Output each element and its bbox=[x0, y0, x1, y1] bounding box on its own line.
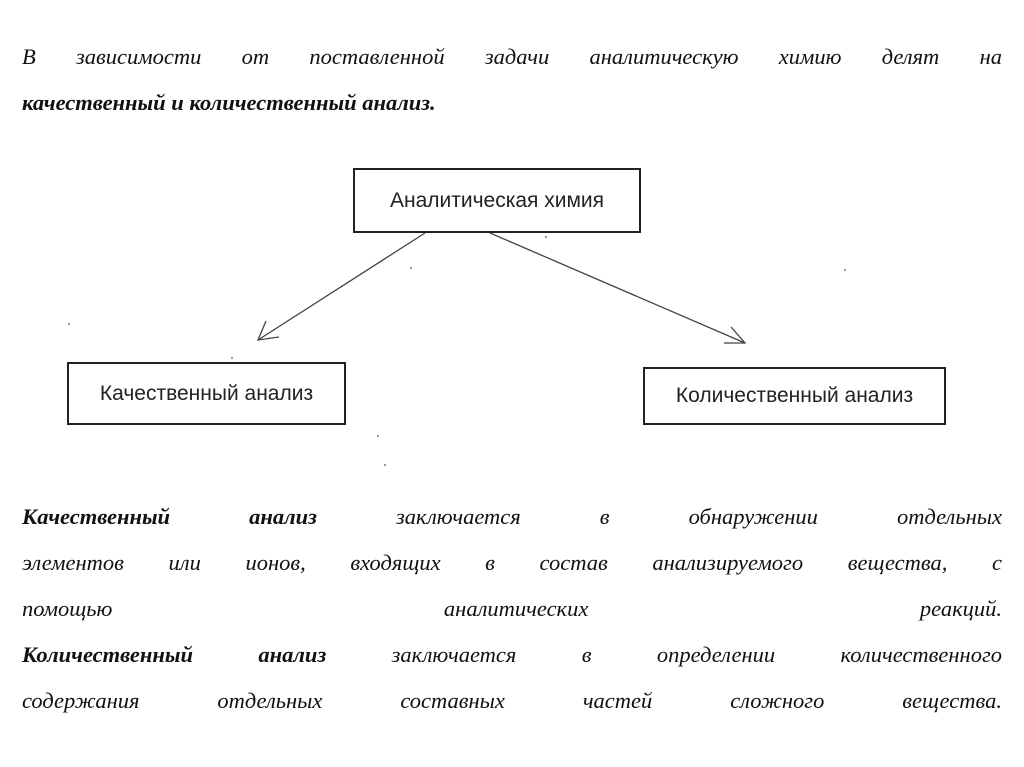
scan-dot bbox=[377, 435, 379, 437]
description-word: вещества. bbox=[902, 688, 1002, 713]
description-word: помощью bbox=[22, 596, 113, 621]
description-word: входящих bbox=[350, 550, 441, 575]
description-bold-word: анализ bbox=[249, 504, 317, 529]
description-word: состав bbox=[539, 550, 608, 575]
intro-word: делят bbox=[881, 44, 940, 69]
root-box-label: Аналитическая химия bbox=[389, 188, 605, 212]
intro-line-1 bbox=[22, 34, 1002, 80]
intro-paragraph bbox=[22, 34, 1002, 126]
intro-line-2 bbox=[22, 80, 1002, 126]
description-word: анализируемого bbox=[652, 550, 804, 575]
quantitative-box-label: Количественный анализ bbox=[675, 384, 914, 407]
description-word: в bbox=[485, 550, 495, 575]
intro-word: на bbox=[979, 44, 1002, 69]
intro-bold-phrase: качественный и количественный анализ. bbox=[22, 90, 436, 115]
description-bold-word: анализ bbox=[258, 642, 327, 667]
description-paragraph bbox=[22, 494, 1002, 724]
description-word: частей bbox=[582, 688, 653, 713]
description-bold-word: Качественный bbox=[22, 504, 171, 529]
description-word: с bbox=[992, 550, 1002, 575]
description-line bbox=[22, 678, 1002, 724]
arrowhead-quantitative bbox=[724, 327, 745, 343]
description-word: составных bbox=[400, 688, 505, 713]
intro-word: химию bbox=[778, 44, 842, 69]
description-word: сложного bbox=[730, 688, 825, 713]
description-word: аналитических bbox=[443, 596, 589, 621]
description-word: в bbox=[599, 504, 610, 529]
description-word: отдельных bbox=[896, 504, 1002, 529]
arrow-to-qualitative bbox=[258, 233, 425, 340]
description-word: реакций. bbox=[919, 596, 1002, 621]
description-line bbox=[22, 632, 1002, 678]
intro-word: задачи bbox=[484, 44, 550, 69]
description-word: ионов, bbox=[245, 550, 306, 575]
scan-dot bbox=[68, 323, 70, 325]
description-word: отдельных bbox=[217, 688, 323, 713]
qualitative-box-label: Качественный анализ bbox=[99, 381, 314, 405]
scan-dot bbox=[545, 236, 547, 238]
root-box bbox=[353, 168, 641, 233]
description-line bbox=[22, 540, 1002, 586]
description-word: обнаружении bbox=[688, 504, 818, 529]
description-word: в bbox=[581, 642, 592, 667]
scan-dot bbox=[844, 269, 846, 271]
intro-word: поставленной bbox=[309, 44, 445, 69]
qualitative-analysis-box bbox=[67, 362, 346, 425]
description-word: или bbox=[168, 550, 201, 575]
description-word: определении bbox=[656, 642, 776, 667]
quantitative-analysis-box bbox=[643, 367, 946, 425]
intro-word: аналитическую bbox=[589, 44, 739, 69]
description-word: количественного bbox=[840, 642, 1002, 667]
description-word: заключается bbox=[391, 642, 517, 667]
arrow-to-quantitative bbox=[490, 233, 745, 343]
description-line bbox=[22, 586, 1002, 632]
description-word: вещества, bbox=[847, 550, 948, 575]
scan-dot bbox=[231, 357, 233, 359]
description-word: заключается bbox=[395, 504, 521, 529]
intro-word: зависимости bbox=[76, 44, 202, 69]
intro-word: В bbox=[22, 44, 36, 69]
scan-dot bbox=[410, 267, 412, 269]
scan-dot bbox=[384, 464, 386, 466]
description-bold-word: Количественный bbox=[22, 642, 194, 667]
description-line bbox=[22, 494, 1002, 540]
intro-word: от bbox=[241, 44, 270, 69]
description-word: элементов bbox=[22, 550, 124, 575]
description-word: содержания bbox=[22, 688, 140, 713]
arrowhead-qualitative bbox=[258, 321, 279, 340]
